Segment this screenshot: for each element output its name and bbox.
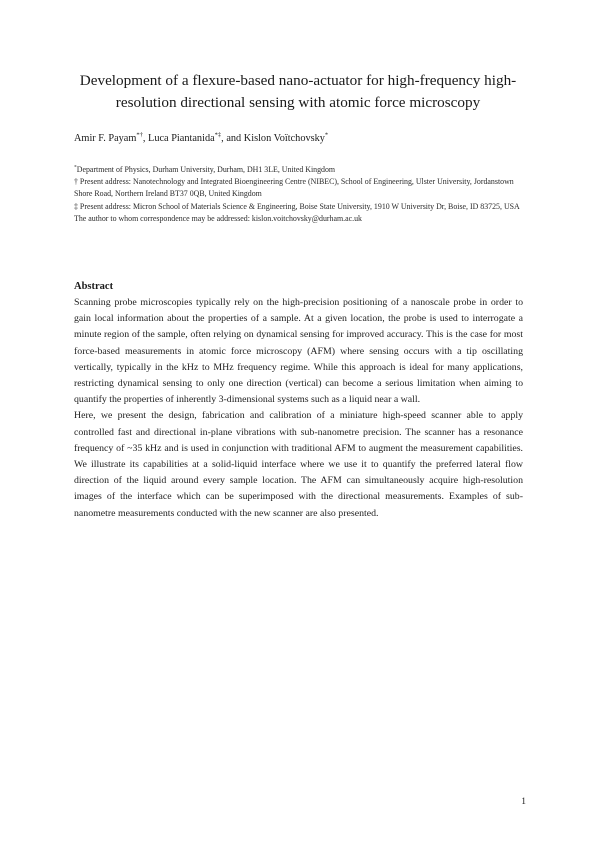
correspondence-note: The author to whom correspondence may be addressed: kislon.voitchovsky@durham.ac.uk <box>74 213 362 223</box>
affiliation-list <box>74 164 534 225</box>
affiliation <box>74 201 534 213</box>
affiliation-text: Present address: Nanotechnology and Integrated Bioengineering Centre (NIBEC), School of Engineering, Ulster University, Jordanstown Shore Road, Northern Ireland BT37 0QB, United Kingdom <box>74 177 514 199</box>
abstract-body <box>74 295 523 522</box>
author-separator: , and <box>221 133 244 144</box>
author-affiliation-mark: * <box>324 131 329 139</box>
affiliation <box>74 164 534 176</box>
affiliation <box>74 176 534 200</box>
author-separator: , <box>142 133 149 144</box>
author-list <box>74 132 328 145</box>
affiliation-mark: † <box>74 177 78 187</box>
affiliation-text: Present address: Micron School of Materials Science & Engineering, Boise State University, 1910 W University Dr, Boise, ID 83725, USA <box>77 201 520 211</box>
abstract-paragraph: Scanning probe microscopies typically rely on the high-precision positioning of a nanoscale probe in order to gain local information about the properties of a sample. At a given location, the probe is used to interrogate a minute region of the sample, often relying on dynamical sensing for improved accuracy. This is the case for most force-based measurements in atomic force microscopy (AFM) where sensing occurs with a tip oscillating vertically, typically in the kHz to MHz frequency regime. While this approach is ideal for many applications, restricting dynamical sensing to only one direction (vertical) can become a serious limitation when aiming to quantify the properties of inherently 3-dimensional systems such as a liquid near a wall. <box>74 297 523 406</box>
affiliation-mark: * <box>74 164 77 171</box>
author-name: Amir F. Payam <box>74 133 137 144</box>
affiliation-text: Department of Physics, Durham University, Durham, DH1 3LE, United Kingdom <box>76 165 336 174</box>
author-name: Kislon Voïtchovsky <box>243 133 325 144</box>
paper-title: Development of a flexure-based nano-actuator for high-frequency high-resolution directional sensing with atomic force microscopy <box>79 72 517 111</box>
author-name: Luca Piantanida <box>148 133 215 144</box>
author-affiliation-mark: *‡ <box>214 131 222 139</box>
page-number: 1 <box>521 797 526 807</box>
abstract-heading: Abstract <box>74 281 114 292</box>
affiliation-mark: ‡ <box>74 201 78 211</box>
abstract-paragraph: Here, we present the design, fabrication and calibration of a miniature high-speed scanner able to apply controlled fast and directional in-plane vibrations with sub-nanometre precision. The scanner has a resonance frequency of ~35 kHz and is used in conjunction with traditional AFM to augment the measurement capabilities. We illustrate its capabilities at a solid-liquid interface where we use it to quantify the preferred lateral flow direction of the liquid around every sample location. The AFM can simultaneously acquire high-resolution images of the interface which can be superimposed with the directional measurements. Examples of sub-nanometre measurements conducted with the new scanner are also presented. <box>74 410 523 519</box>
author-affiliation-mark: *† <box>136 131 143 139</box>
